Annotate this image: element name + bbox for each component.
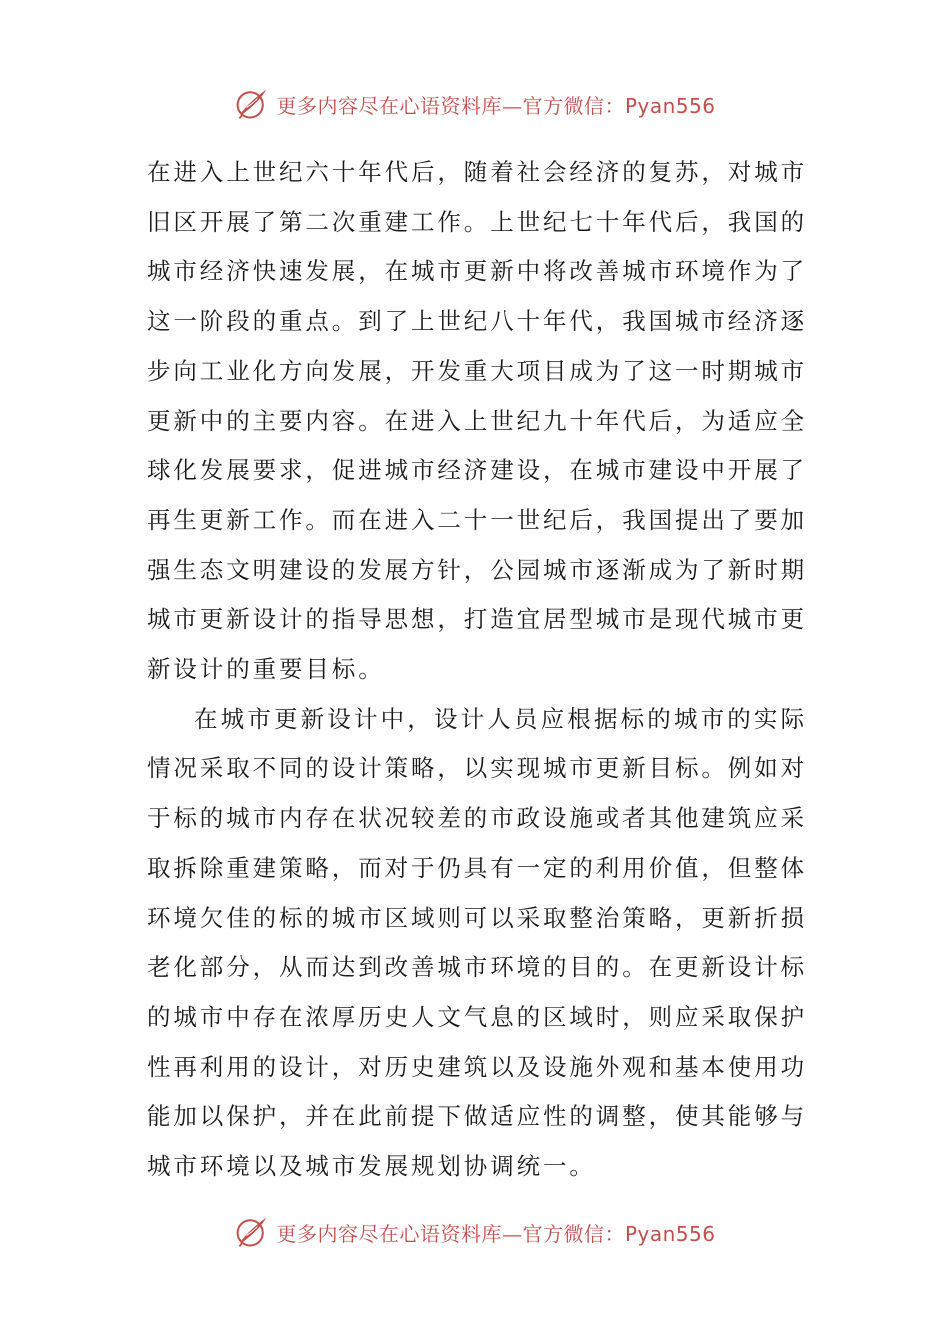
document-body bbox=[147, 148, 807, 1192]
quill-pen-logo-icon bbox=[234, 86, 270, 122]
banner-text bbox=[276, 1218, 715, 1247]
paragraph-strategy: 在城市更新设计中，设计人员应根据标的城市的实际情况采取不同的设计策略，以实现城市更新目标。例如对于标的城市内存在状况较差的市政设施或者其他建筑应采取拆除重建策略，而对于仍具有一定的利用价值，但整体环境欠佳的标的城市区域则可以采取整治策略，更新折损老化部分，从而达到改善城市环境的目的。在更新设计标的城市中存在浓厚历史人文气息的区域时，则应采取保护性再利用的设计，对历史建筑以及设施外观和基本使用功能加以保护，并在此前提下做适应性的调整，使其能够与城市环境以及城市发展规划协调统一。 bbox=[147, 704, 807, 1181]
banner-slogan: 更多内容尽在心语资料库—官方微信： bbox=[276, 1221, 625, 1246]
paragraph-history: 在进入上世纪六十年代后，随着社会经济的复苏，对城市旧区开展了第二次重建工作。上世纪七十年代后，我国的城市经济快速发展，在城市更新中将改善城市环境作为了这一阶段的重点。到了上世纪八十年代，我国城市经济逐步向工业化方向发展，开发重大项目成为了这一时期城市更新中的主要内容。在进入上世纪九十年代后，为适应全球化发展要求，促进城市经济建设，在城市建设中开展了再生更新工作。而在进入二十一世纪后，我国提出了要加强生态文明建设的发展方针，公园城市逐渐成为了新时期城市更新设计的指导思想，打造宜居型城市是现代城市更新设计的重要目标。 bbox=[147, 158, 807, 684]
banner-text bbox=[276, 90, 715, 119]
wechat-handle: Pyan556 bbox=[624, 93, 716, 118]
quill-pen-logo-icon bbox=[234, 1214, 270, 1250]
banner-slogan: 更多内容尽在心语资料库—官方微信： bbox=[276, 93, 625, 118]
footer-banner bbox=[0, 1212, 950, 1252]
header-banner bbox=[0, 84, 950, 124]
wechat-handle: Pyan556 bbox=[624, 1221, 716, 1246]
